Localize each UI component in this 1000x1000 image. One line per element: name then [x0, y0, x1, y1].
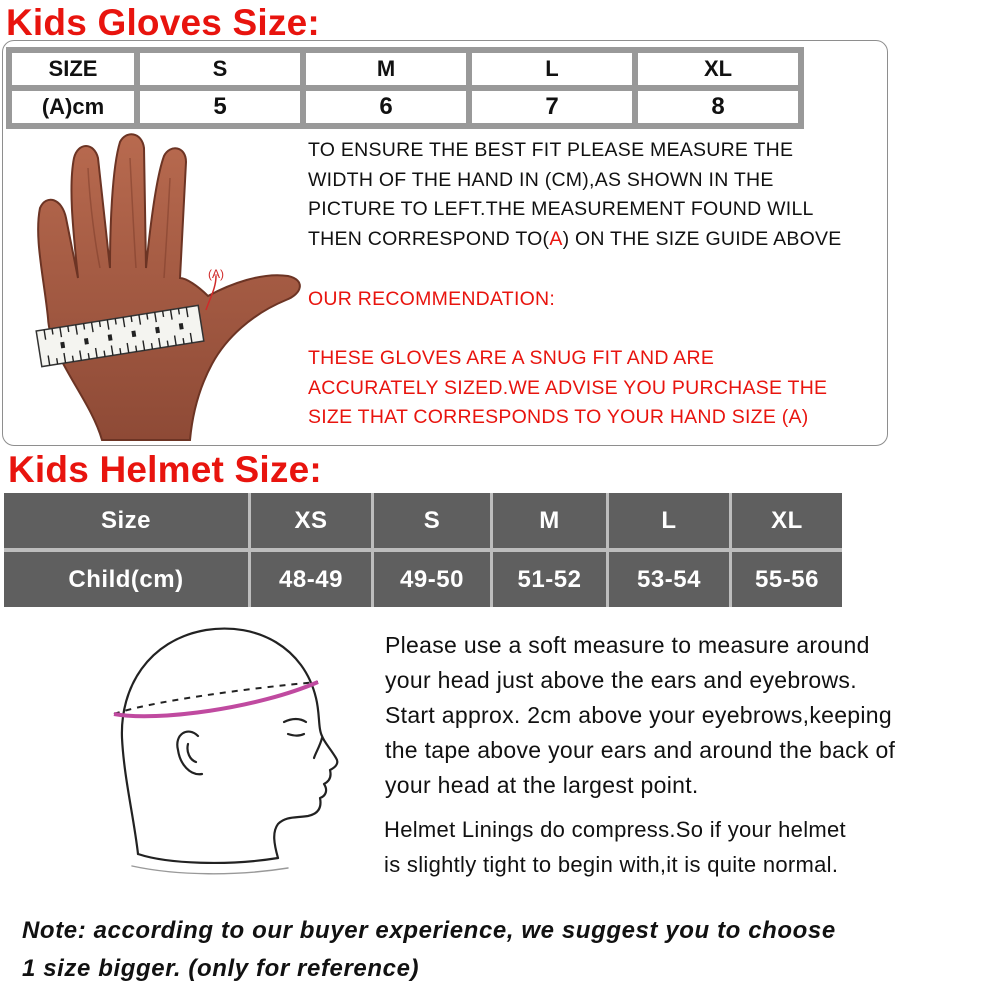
- table-row: [9, 50, 801, 88]
- recommendation-line: THESE GLOVES ARE A SNUG FIT AND ARE: [308, 346, 715, 369]
- recommendation-label: OUR RECOMMENDATION:: [308, 287, 556, 310]
- table-cell: 7: [469, 88, 635, 126]
- table-cell: XL: [635, 50, 801, 88]
- table-cell: XS: [251, 493, 374, 552]
- table-cell: 48-49: [251, 552, 374, 607]
- spacer: [308, 314, 888, 344]
- instruction-text: THEN CORRESPOND TO(: [308, 228, 550, 251]
- recommendation-line: SIZE THAT CORRESPONDS TO YOUR HAND SIZE (A): [308, 406, 809, 429]
- instruction-line: PICTURE TO LEFT.THE MEASUREMENT FOUND WILL: [308, 198, 814, 221]
- hand-measure-illustration: [30, 128, 310, 444]
- instruction-line: [308, 225, 888, 255]
- gloves-size-table: [6, 47, 804, 129]
- gloves-title: Kids Gloves Size:: [6, 2, 320, 43]
- table-cell: SIZE: [9, 50, 137, 88]
- table-row: [9, 88, 801, 126]
- buyer-note: [22, 912, 982, 988]
- instruction-line: your head at the largest point.: [385, 772, 699, 798]
- table-cell: 6: [303, 88, 469, 126]
- note-line: Note: according to our buyer experience, we suggest you to choose: [22, 917, 836, 944]
- note-line: 1 size bigger. (only for reference): [22, 955, 420, 982]
- instruction-highlight: A: [549, 228, 563, 251]
- instruction-line: the tape above your ears and around the back of: [385, 737, 896, 763]
- table-cell: L: [469, 50, 635, 88]
- instruction-text: ) ON THE SIZE GUIDE ABOVE: [562, 228, 842, 251]
- table-cell: Child(cm): [4, 552, 251, 607]
- instruction-line: Helmet Linings do compress.So if your helmet: [384, 817, 846, 842]
- helmet-linings-note: [384, 812, 984, 882]
- table-cell: 51-52: [493, 552, 609, 607]
- instruction-line: Start approx. 2cm above your eyebrows,keeping: [385, 702, 892, 728]
- table-cell: 55-56: [732, 552, 842, 607]
- instruction-line: WIDTH OF THE HAND IN (CM),AS SHOWN IN THE: [308, 168, 774, 191]
- gloves-instructions: [308, 136, 888, 433]
- hand-a-label: (A): [208, 267, 224, 281]
- table-cell: S: [137, 50, 303, 88]
- tape-front-line: [114, 682, 318, 716]
- instruction-line: TO ENSURE THE BEST FIT PLEASE MEASURE THE: [308, 139, 794, 161]
- recommendation-line: ACCURATELY SIZED.WE ADVISE YOU PURCHASE THE: [308, 376, 828, 399]
- table-cell: M: [493, 493, 609, 552]
- table-cell: 5: [137, 88, 303, 126]
- hand-shape: [38, 134, 300, 440]
- table-cell: (A)cm: [9, 88, 137, 126]
- table-row: [4, 493, 842, 552]
- helmet-size-table: [4, 493, 842, 607]
- instruction-line: Please use a soft measure to measure around: [385, 632, 870, 658]
- spacer: [308, 255, 888, 285]
- table-cell: Size: [4, 493, 251, 552]
- helmet-title: Kids Helmet Size:: [8, 449, 322, 490]
- instruction-line: your head just above the ears and eyebrows.: [385, 667, 857, 693]
- table-cell: 53-54: [609, 552, 732, 607]
- table-cell: XL: [732, 493, 842, 552]
- head-measure-illustration: [108, 618, 344, 880]
- table-cell: 49-50: [374, 552, 493, 607]
- table-cell: L: [609, 493, 732, 552]
- table-row: [4, 552, 842, 607]
- table-cell: 8: [635, 88, 801, 126]
- helmet-instructions: [385, 628, 985, 803]
- table-cell: S: [374, 493, 493, 552]
- instruction-line: is slightly tight to begin with,it is quite normal.: [384, 852, 839, 877]
- table-cell: M: [303, 50, 469, 88]
